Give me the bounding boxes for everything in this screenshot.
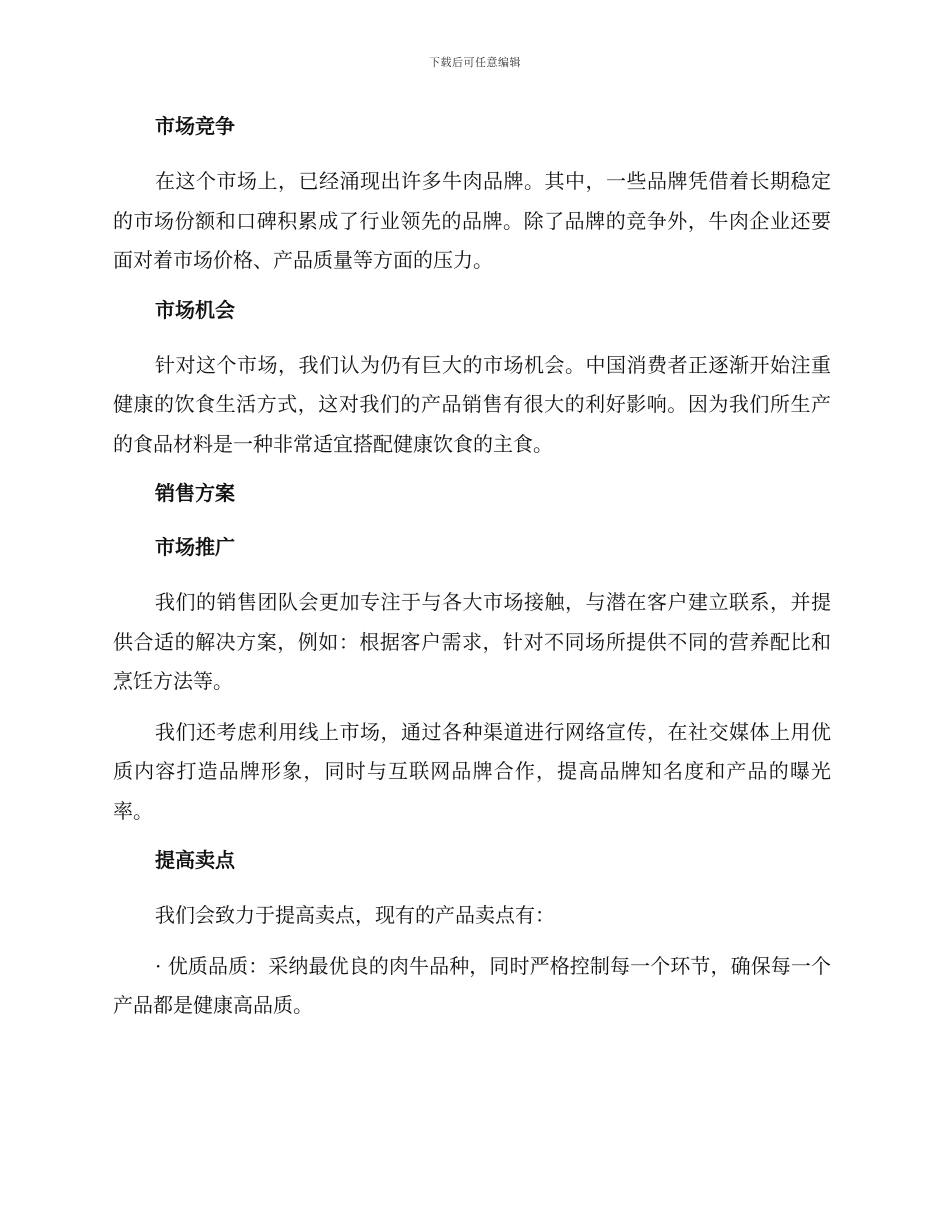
paragraph-promotion-sales-team: 我们的销售团队会更加专注于与各大市场接触，与潜在客户建立联系，并提供合适的解决方案，例如：根据客户需求，针对不同场所提供不同的营养配比和烹饪方法等。 [113,590,831,693]
heading-market-opportunity: 市场机会 [155,297,235,322]
bullet-quality: · 优质品质：采纳最优良的肉牛品种，同时严格控制每一个环节，确保每一个产品都是健康高品质。 [113,953,831,1017]
document-body [113,108,831,1037]
paragraph-promotion-online: 我们还考虑利用线上市场，通过各种渠道进行网络宣传，在社交媒体上用优质内容打造品牌形象，同时与互联网品牌合作，提高品牌知名度和产品的曝光率。 [113,719,831,823]
heading-sales-plan: 销售方案 [155,481,235,505]
paragraph-selling-points-intro: 我们会致力于提高卖点，现有的产品卖点有： [155,903,555,927]
heading-selling-points: 提高卖点 [155,848,235,872]
heading-market-competition: 市场竞争 [155,114,235,138]
paragraph-market-competition: 在这个市场上，已经涌现出许多牛肉品牌。其中，一些品牌凭借着长期稳定的市场份额和口碑积累成了行业领先的品牌。除了品牌的竞争外，牛肉企业还要面对着市场价格、产品质量等方面的压力。 [113,169,831,272]
page-header: 下载后可任意编辑 [429,56,521,69]
paragraph-market-opportunity: 针对这个市场，我们认为仍有巨大的市场机会。中国消费者正逐渐开始注重健康的饮食生活方式，这对我们的产品销售有很大的利好影响。因为我们所生产的食品材料是一种非常适宜搭配健康饮食的主食。 [113,352,831,456]
heading-market-promotion: 市场推广 [155,535,235,559]
